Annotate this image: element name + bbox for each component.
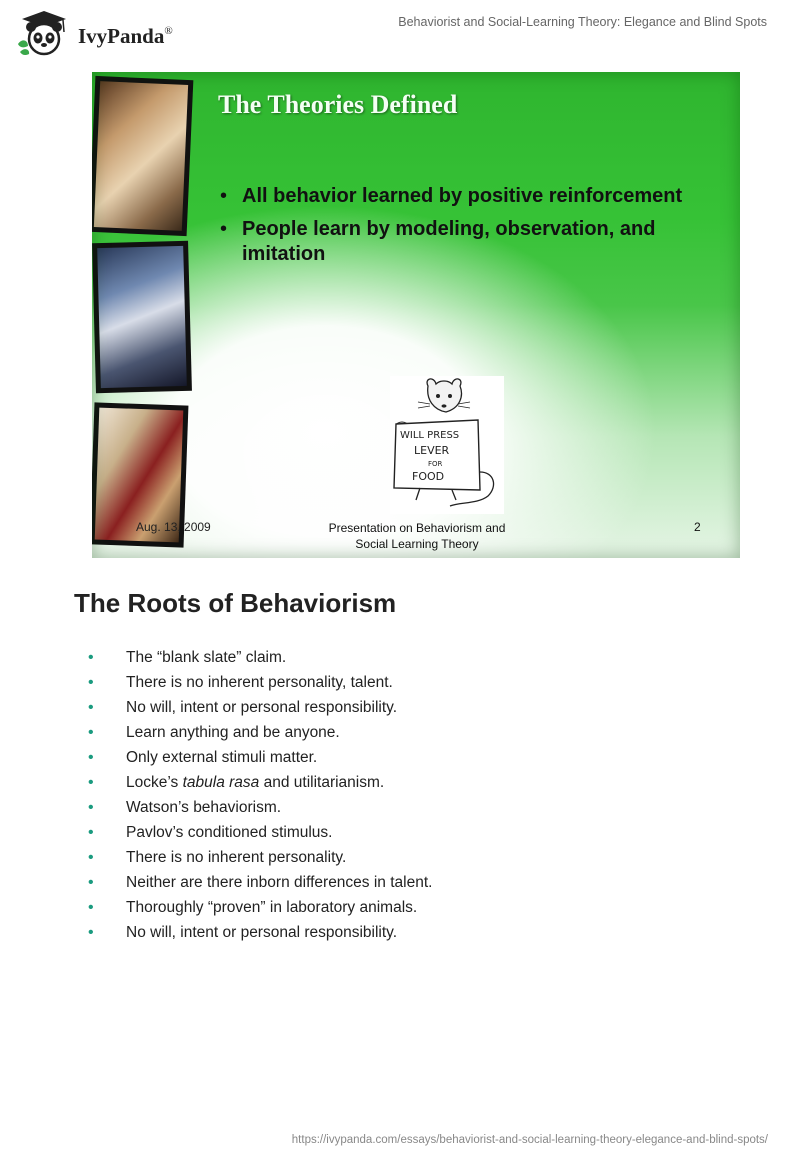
rat-sign-line: WILL PRESS [400, 430, 460, 441]
slide-bullet: • All behavior learned by positive reinforcement [220, 185, 683, 207]
list-item: • No will, intent or personal responsibility. [88, 924, 398, 941]
slide-bullet: • People learn by modeling, observation, and imitation [220, 218, 656, 265]
rat-sign-icon [390, 376, 504, 514]
slide-photo-students-reading [92, 76, 193, 236]
list-item: • Neither are there inborn differences in talent. [88, 874, 433, 891]
section-heading: The Roots of Behaviorism [74, 588, 397, 618]
list-item: • No will, intent or personal responsibility. [88, 699, 398, 716]
list-item: • Only external stimuli matter. [88, 749, 318, 766]
list-item: • Watson’s behaviorism. [88, 799, 282, 816]
list-item: • The “blank slate” claim. [88, 649, 287, 666]
list-item: • Pavlov’s conditioned stimulus. [88, 824, 333, 841]
list-item: • Thoroughly “proven” in laboratory animals. [88, 899, 418, 916]
source-url[interactable]: https://ivypanda.com/essays/behaviorist-and-social-learning-theory-elegance-and-blind-spots/ [291, 1134, 768, 1146]
slide-footer-caption: Presentation on Behaviorism and Social Learning Theory [328, 521, 506, 551]
presentation-slide-image [92, 72, 740, 558]
brand-name: IvyPanda® [78, 23, 173, 48]
slide-footer-date: Aug. 13, 2009 [136, 520, 211, 534]
slide-photo-books [92, 241, 192, 393]
list-item: • Learn anything and be anyone. [88, 724, 340, 741]
document-title: Behaviorist and Social-Learning Theory: Elegance and Blind Spots [398, 15, 767, 29]
list-item: • There is no inherent personality. [88, 849, 347, 866]
bullet-list [86, 645, 432, 945]
rat-sign-line: FOOD [412, 470, 445, 483]
rat-sign-line: FOR [428, 460, 443, 468]
list-item: • Locke’s tabula rasa and utilitarianism. [88, 774, 385, 791]
slide-page-number: 2 [694, 520, 701, 534]
list-item: • There is no inherent personality, talent. [88, 674, 393, 691]
slide-bullet-list [218, 184, 718, 275]
rat-sign-line: LEVER [414, 444, 450, 457]
slide-title: The Theories Defined [218, 90, 458, 119]
panda-logo-icon [14, 10, 74, 56]
ivypanda-logo[interactable] [14, 10, 173, 56]
